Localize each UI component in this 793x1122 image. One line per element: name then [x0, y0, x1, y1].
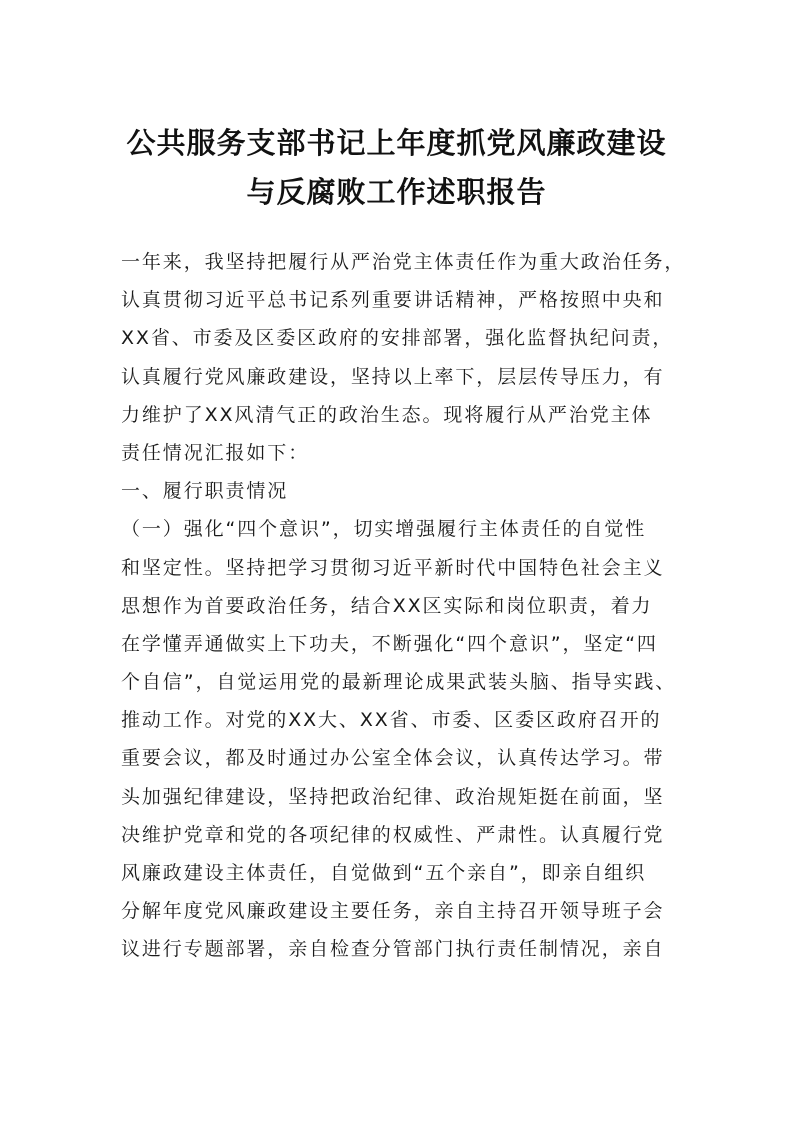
body-line: 责任情况汇报如下：: [121, 441, 310, 464]
body-line: 在学懂弄通做实上下功夫，不断强化“四个意识”，坚定“四: [121, 632, 658, 655]
body-line: 认真履行党风廉政建设，坚持以上率下，层层传导压力，有: [121, 365, 665, 388]
body-line: 个自信”，自觉运用党的最新理论成果武装头脑、指导实践、: [121, 671, 677, 694]
body-line: 一年来，我坚持把履行从严治党主体责任作为重大政治任务，: [121, 251, 686, 273]
body-line: 决维护党章和党的各项纪律的权威性、严肃性。认真履行党: [121, 823, 665, 846]
body-line: 重要会议，都及时通过办公室全体会议，认真传达学习。带: [121, 747, 665, 770]
body-line: XX省、市委及区委区政府的安排部署，强化监督执纪问责，: [121, 327, 674, 350]
section-heading: 一、履行职责情况: [121, 480, 289, 503]
body-line: 思想作为首要政治任务，结合XX区实际和岗位职责，着力: [121, 594, 653, 617]
document-body: [121, 243, 686, 969]
body-line: 推动工作。对党的XX大、XX省、市委、区委区政府召开的: [121, 709, 662, 732]
body-line: 力维护了XX风清气正的政治生态。现将履行从严治党主体: [121, 403, 653, 426]
body-line: 认真贯彻习近平总书记系列重要讲话精神，严格按照中央和: [121, 289, 665, 312]
document-title-line-1: 公共服务支部书记上年度抓党风廉政建设: [126, 126, 667, 160]
document-title-line-2: 与反腐败工作述职报告: [246, 175, 547, 209]
body-line: 风廉政建设主体责任，自觉做到“五个亲自”，即亲自组织: [121, 862, 647, 884]
body-line: 头加强纪律建设，坚持把政治纪律、政治规矩挺在前面，坚: [121, 785, 665, 808]
body-line: 分解年度党风廉政建设主要任务，亲自主持召开领导班子会: [121, 900, 665, 923]
subsection-heading-line: （一）强化“四个意识”，切实增强履行主体责任的自觉性: [121, 518, 647, 541]
body-line: 和坚定性。坚持把学习贯彻习近平新时代中国特色社会主义: [121, 556, 665, 579]
body-line: 议进行专题部署，亲自检查分管部门执行责任制情况，亲自: [121, 938, 665, 961]
